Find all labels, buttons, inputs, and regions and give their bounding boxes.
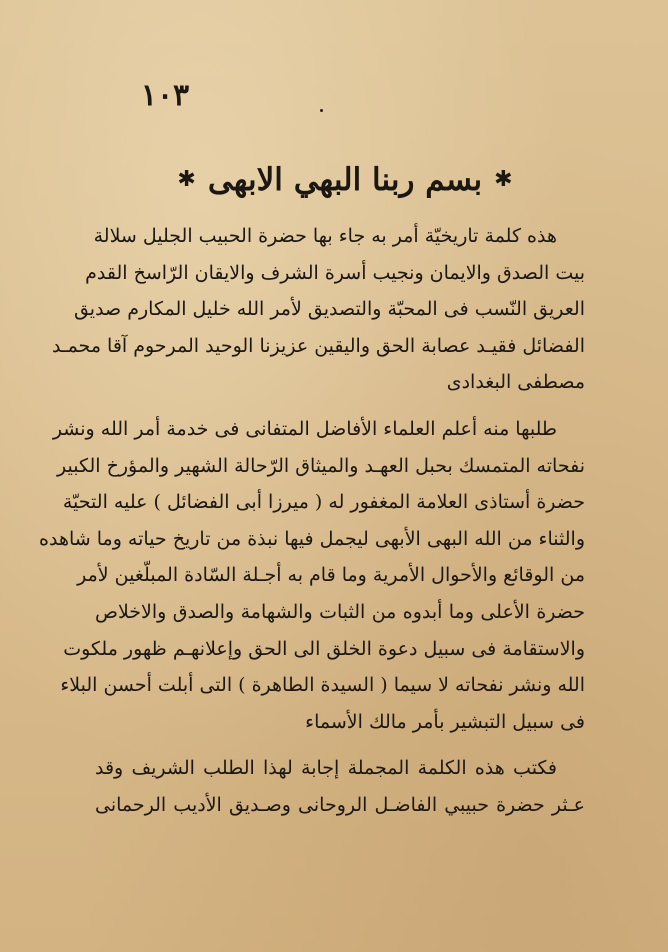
page-number: ١٠٣ xyxy=(140,78,190,113)
text-line: بيت الصدق والايمان ونجيب أسرة الشرف والايقان الرّاسخ القدم xyxy=(85,261,585,284)
text-line: العريق النّسب فى المحبّة والتصديق لأمر الله خليل المكارم صديق xyxy=(73,298,585,321)
text-line: والاستقامة فى سبيل دعوة الخلق الى الحق وإعلانهـم ظهور ملكوت xyxy=(63,637,585,660)
text-line: نفحاته المتمسك بحبل العهـد والميثاق الرّحالة الشهير والمؤرخ الكبير xyxy=(57,454,585,477)
text-line: حضرة الأعلى وما أبدوه من الثبات والشهامة والصدق والاخلاص xyxy=(95,600,585,623)
heading-row xyxy=(110,152,580,208)
star-ornament-icon: ✱ xyxy=(494,167,513,192)
paragraph-1 xyxy=(52,218,585,401)
paragraph-2 xyxy=(39,411,585,740)
page-title: بسم ربنا البهي الابهى xyxy=(207,162,483,198)
paragraph-3 xyxy=(95,750,585,823)
paragraph-spacer xyxy=(95,740,585,750)
text-line: فى سبيل التبشير بأمر مالك الأسماء xyxy=(305,710,585,733)
body-text xyxy=(39,218,585,824)
text-line: مصطفى البغدادى xyxy=(446,371,585,394)
text-line: والثناء من الله البهى الأبهى ليجمل فيها نبذة من تاريخ حياته وما شاهده xyxy=(39,527,585,550)
paragraph-spacer xyxy=(95,401,585,411)
text-line: الفضائل فقيـد عصابة الحق واليقين عزيزنا الوحيد المرحوم آقا محمـد xyxy=(52,334,585,357)
text-line: فكتب هذه الكلمة المجملة إجابة لهذا الطلب الشريف وقد xyxy=(95,757,557,780)
text-line: عـثر حضرة حبيبي الفاضـل الروحانى وصـديق الأديب الرحمانى xyxy=(95,793,585,816)
text-line: طلبها منه أعلم العلماء الأفاضل المتفانى فى خدمة أمر الله ونشر xyxy=(52,417,557,440)
star-ornament-icon: ✱ xyxy=(177,167,196,192)
text-line: الله ونشر نفحاته لا سيما ( السيدة الطاهرة ) التى أبلت أحسن البلاء xyxy=(60,674,585,697)
ink-dot xyxy=(320,109,323,112)
text-line: هذه كلمة تاريخيّة أمر به جاء بها حضرة الحبيب الجليل سلالة xyxy=(93,225,557,247)
text-line: حضرة أستاذى العلامة المغفور له ( ميرزا أبى الفضائل ) عليه التحيّة xyxy=(62,491,585,514)
text-line: من الوقائع والأحوال الأمرية وما قام به أجـلة السّادة المبلّغين لأمر xyxy=(77,564,585,587)
